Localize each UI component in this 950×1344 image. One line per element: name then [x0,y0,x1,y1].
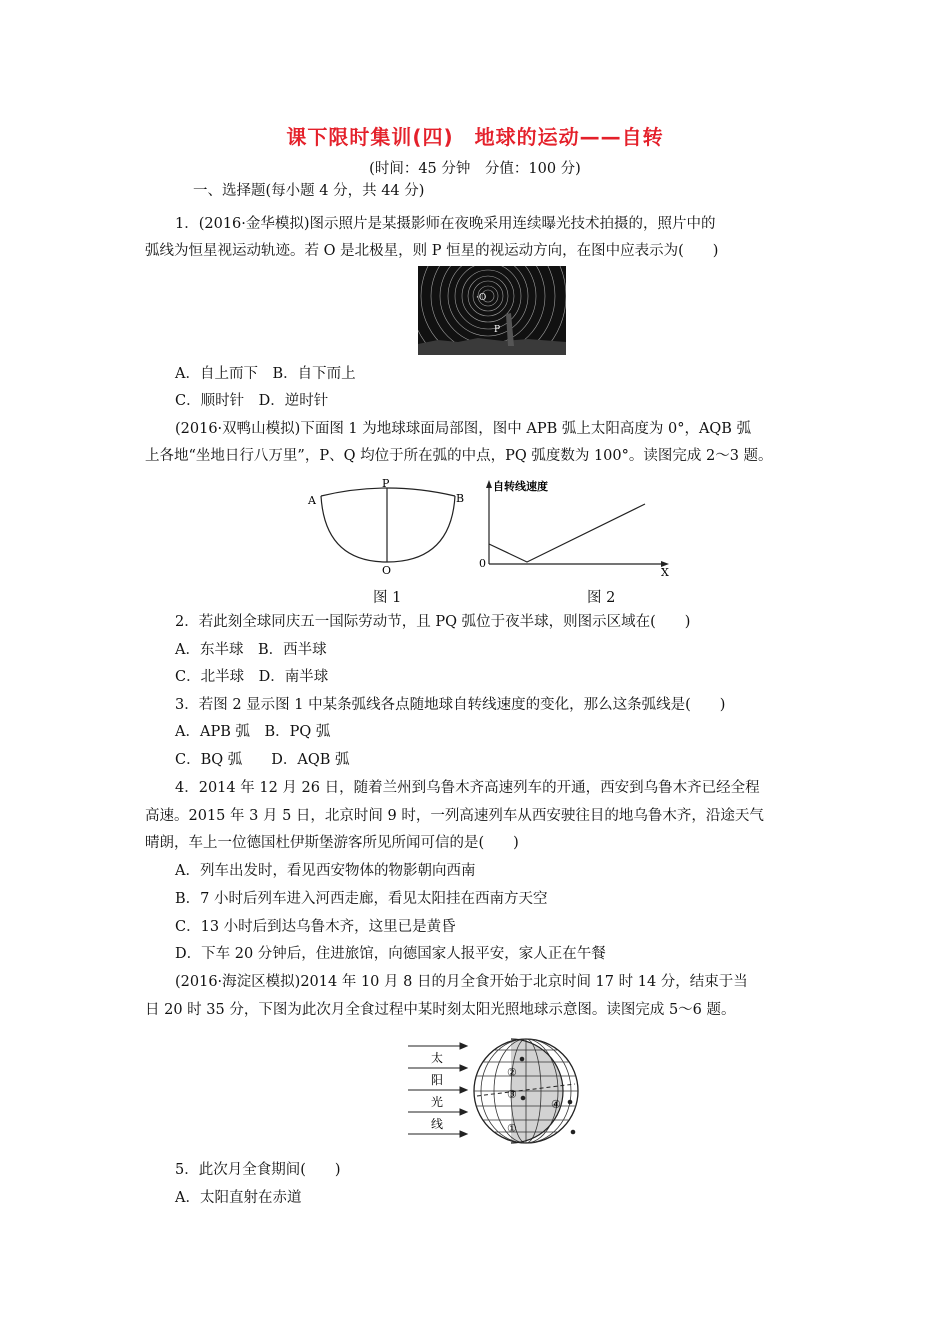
sunlight-globe-figure [405,1036,585,1148]
q4-stem-line3: 晴朗，车上一位德国杜伊斯堡游客所见所闻可信的是( ) [145,835,519,851]
q3-options-ab: A．APB 弧 B．PQ 弧 [175,724,331,740]
star-trail-photo [418,266,566,355]
globe-marker-2: ② [507,1066,517,1079]
q2-options-cd: C．北半球 D．南半球 [175,669,329,685]
fig1-label-q: Q [382,564,392,574]
sun-char-1: 太 [431,1051,444,1065]
fig2-caption: 图 2 [587,590,616,606]
q5-stem: 5．此次月全食期间( ) [175,1162,341,1178]
figure-1 [305,476,470,574]
globe-marker-1: ① [507,1122,517,1135]
fig1-label-a: A [308,494,316,507]
fig1-label-p: P [382,477,390,490]
photo-label-o: ·O [476,293,487,303]
section-heading: 一、选择题(每小题 4 分，共 44 分) [193,183,425,199]
globe-marker-4: ④ [551,1098,561,1111]
q56-intro-line1: (2016·海淀区模拟)2014 年 10 月 8 日的月全食开始于北京时间 17 时 14 分，结束于当 [175,974,748,990]
q3-stem: 3．若图 2 显示图 1 中某条弧线各点随地球自转线速度的变化，那么这条弧线是( ) [175,697,726,713]
q1-options-cd: C．顺时针 D．逆时针 [175,393,329,409]
star-trail-photo-svg [418,266,566,355]
fig2-xlabel: X [661,566,669,578]
photo-label-p: P [494,325,501,335]
fig1-label-b: B [456,492,465,505]
q4-option-d: D．下车 20 分钟后，住进旅馆，向德国家人报平安，家人正在午餐 [175,946,606,962]
q3-options-cd: C．BQ 弧 D．AQB 弧 [175,752,350,768]
figure-1-svg [305,476,470,574]
page-title: 课下限时集训(四) 地球的运动——自转 [286,125,664,149]
q23-intro-line1: (2016·双鸭山模拟)下面图 1 为地球球面局部图，图中 APB 弧上太阳高度为 0°，AQB 弧 [175,421,752,437]
q5-option-a: A．太阳直射在赤道 [175,1190,302,1206]
exam-time-score: (时间：45 分钟 分值：100 分) [369,161,581,177]
q2-stem: 2．若此刻全球同庆五一国际劳动节，且 PQ 弧位于夜半球，则图示区域在( ) [175,614,691,630]
fig2-origin: 0 [479,557,486,570]
q1-stem-line2: 弧线为恒星视运动轨迹。若 O 是北极星，则 P 恒星的视运动方向，在图中应表示为( ) [145,243,719,259]
q4-option-c: C．13 小时后到达乌鲁木齐，这里已是黄昏 [175,919,456,935]
q4-option-b: B．7 小时后列车进入河西走廊，看见太阳挂在西南方天空 [175,891,548,907]
sun-char-3: 光 [431,1095,444,1109]
figure-2-svg [475,476,685,578]
q56-intro-line2: 日 20 时 35 分，下图为此次月全食过程中某时刻太阳光照地球示意图。读图完成 5～6 题。 [145,1002,736,1018]
fig2-ylabel: 自转线速度 [493,480,548,493]
q1-stem-line1: 1．(2016·金华模拟)图示照片是某摄影师在夜晚采用连续曝光技术拍摄的，照片中的 [175,216,716,232]
sun-char-4: 线 [431,1117,444,1131]
q2-options-ab: A．东半球 B．西半球 [175,642,327,658]
q23-intro-line2: 上各地“坐地日行八万里”，P、Q 均位于所在弧的中点，PQ 弧度数为 100°。读图完成 2～3 题。 [145,448,773,464]
sun-char-2: 阳 [431,1073,444,1087]
q1-options-ab: A．自上而下 B．自下而上 [175,366,356,382]
q4-stem-line2: 高速。2015 年 3 月 5 日，北京时间 9 时，一列高速列车从西安驶往目的地乌鲁木齐，沿途天气 [145,808,764,824]
globe-marker-3: ③ [507,1088,517,1101]
sunlight-globe-svg [405,1036,585,1148]
q4-stem-line1: 4．2014 年 12 月 26 日，随着兰州到乌鲁木齐高速列车的开通，西安到乌鲁木齐已经全程 [175,780,760,796]
fig1-caption: 图 1 [373,590,402,606]
figure-2 [475,476,685,578]
q4-option-a: A．列车出发时，看见西安物体的物影朝向西南 [175,863,476,879]
